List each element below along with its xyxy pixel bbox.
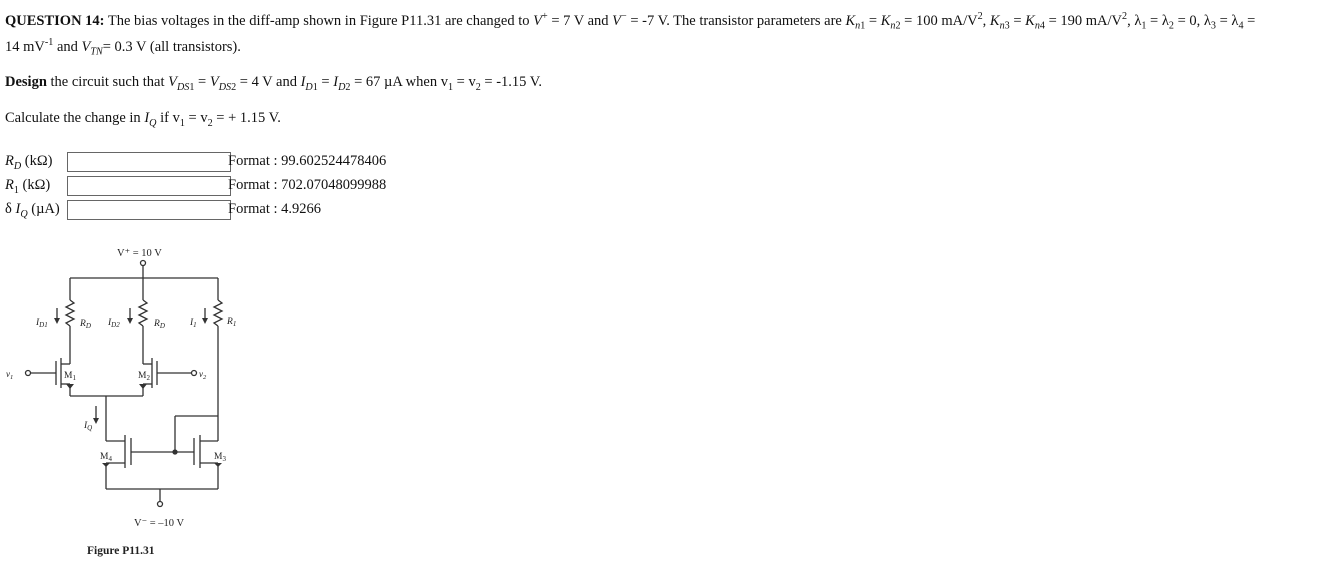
rd-format-hint: Format : 99.602524478406 xyxy=(228,153,387,169)
svg-text:M3: $M_3$ xyxy=(214,452,226,463)
v1-terminal xyxy=(26,371,31,376)
r1-label: $R_1$ (kΩ) xyxy=(5,177,51,196)
svg-text:RD: $R_D$ xyxy=(154,319,165,330)
vminus-terminal xyxy=(158,502,163,507)
r1-resistor xyxy=(214,300,222,326)
r1-input[interactable] xyxy=(67,176,231,196)
vplus-label: V⁺ = 10 V xyxy=(117,248,162,259)
rd-input[interactable] xyxy=(67,152,231,172)
design-line: Design the circuit such that $V_{DS1} = V_{DS2} = 4$ V and $I_{D1} = I_{D2} = 67$ µA when $v_1 = v_2 = -1.15$ V. xyxy=(5,74,542,93)
vminus-label: V⁻ = –10 V xyxy=(134,518,185,529)
svg-text:RD: $R_D$ xyxy=(80,319,91,330)
figure-caption: Figure P11.31 xyxy=(87,545,155,557)
delta-iq-label: δ $I_Q$ (µA) xyxy=(5,201,60,220)
delta-iq-format-hint: Format : 4.9266 xyxy=(228,201,322,217)
r1-format-hint: Format : 702.07048099988 xyxy=(228,177,387,193)
rd-label: $R_D$ (kΩ) xyxy=(5,153,53,172)
question-line-1: QUESTION 14: The bias voltages in the diff-amp shown in Figure P11.31 are changed to V+ = 7 V and V− = -7 V. The transistor parameters are $K_{n1} = K_{n2} = 100$ $mA/V^2$, $K_{n3} = K_{n4} = 190$ $mA/V^2$, $\lambda_1 = \lambda_2 = 0$, $\lambda_3 = \lambda_4$ = xyxy=(5,11,1256,32)
rd2-resistor xyxy=(139,300,147,326)
rd1-resistor xyxy=(66,300,74,326)
design-label: Design xyxy=(5,74,47,90)
svg-text:M1: $M_1$ xyxy=(64,371,76,382)
svg-text:ID2: $I_{D2}$ xyxy=(108,318,120,329)
svg-text:ID1: $I_{D1}$ xyxy=(36,318,48,329)
svg-text:M4: $M_4$ xyxy=(100,452,112,463)
svg-text:IQ: $I_Q$ xyxy=(84,421,93,432)
question-label: QUESTION 14: xyxy=(5,12,105,29)
svg-text:I1: $I_1$ xyxy=(190,318,197,329)
svg-text:R1: $R_1$ xyxy=(227,317,237,328)
question-line-2: 14 $mV^{-1}$ and $V_{TN}= 0.3$ V (all transistors). xyxy=(5,37,241,58)
circuit-figure xyxy=(0,236,330,566)
svg-text:v2: $v_2$ xyxy=(199,369,207,381)
svg-text:v1: $v_1$ xyxy=(6,369,14,381)
calculate-line: Calculate the change in $I_Q$ if $v_1 = v_2$ = + 1.15 V. xyxy=(5,110,281,129)
svg-text:M2: $M_2$ xyxy=(138,371,150,382)
v2-terminal xyxy=(192,371,197,376)
delta-iq-input[interactable] xyxy=(67,200,231,220)
vplus-terminal xyxy=(141,261,146,266)
